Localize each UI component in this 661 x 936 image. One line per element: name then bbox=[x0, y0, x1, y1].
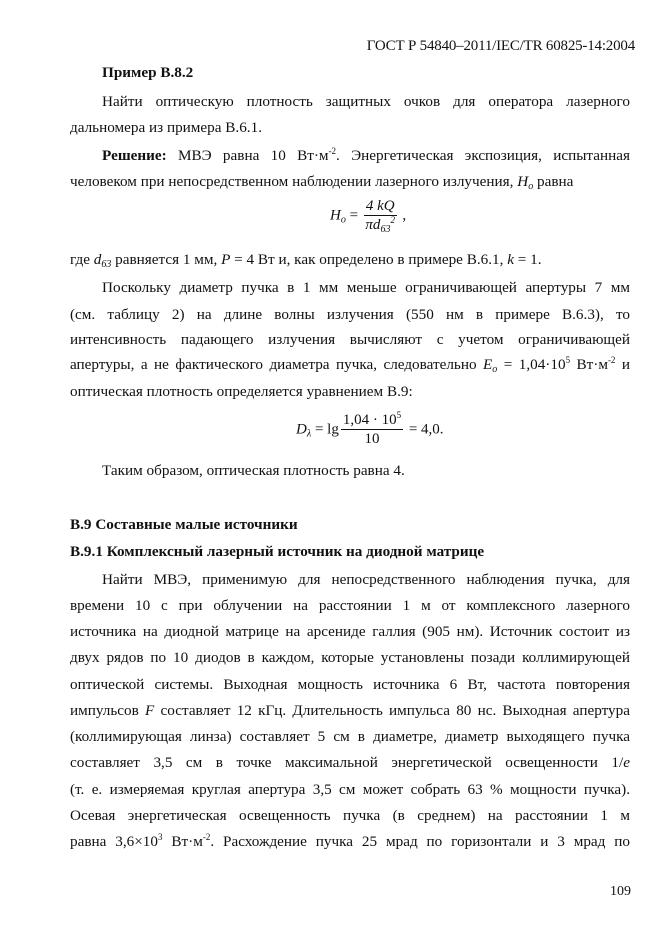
paragraph-line: (см. таблицу 2) на длине волны излучения (550 нм в примере В.6.3), то bbox=[70, 306, 630, 323]
paragraph-line: человеком при непосредственном наблюдении лазерного излучения, $H_o$ равна bbox=[70, 173, 574, 192]
paragraph-line: Таким образом, оптическая плотность равна 4. bbox=[102, 462, 405, 479]
paragraph-line: времени 10 с при облучении на расстоянии 1 м от комплексного лазерного bbox=[70, 597, 630, 614]
solution-line: Решение: МВЭ равна 10 $Вт\cdot м^{-2}$. Энергетическая экспозиция, испытанная bbox=[102, 146, 630, 164]
section-heading: В.9 Составные малые источники bbox=[70, 516, 298, 533]
paragraph-line: дальномера из примера В.6.1. bbox=[70, 119, 262, 136]
paragraph-line: Найти МВЭ, применимую для непосредственного наблюдения пучка, для bbox=[102, 571, 630, 588]
paragraph-line: интенсивность падающего излучения вычисляют с учетом ограничивающей bbox=[70, 331, 630, 348]
formula-optical-density: $D_\lambda = \lg$ $\frac{1,04 \cdot 10^5}{10}$ = 4,0. bbox=[296, 410, 444, 447]
standard-code-header: ГОСТ Р 54840–2011/IEC/TR 60825-14:2004 bbox=[366, 38, 635, 54]
subsection-heading: В.9.1 Комплексный лазерный источник на диодной матрице bbox=[70, 543, 485, 560]
paragraph-line: Поскольку диаметр пучка в 1 мм меньше ограничивающей апертуры 7 мм bbox=[102, 279, 630, 296]
paragraph-line: (коллимирующая линза) составляет 5 см в диаметре, диаметр выходящего пучка bbox=[70, 728, 630, 745]
formula-exposure: $H_o$ = $\frac{4 kQ}{\pi d_{63}^2}$ , bbox=[330, 198, 407, 235]
paragraph-line: (т. е. измеряемая круглая апертура 3,5 см может собрать 63 % мощности пучка). bbox=[70, 781, 630, 798]
paragraph-line: импульсов F составляет 12 кГц. Длительность импульса 80 нс. Выходная апертура bbox=[70, 702, 630, 719]
fraction: $\frac{4 kQ}{\pi d_{63}^2}$ bbox=[365, 198, 395, 235]
solution-label: Решение: bbox=[102, 147, 167, 164]
paragraph-line: составляет 3,5 см в точке максимальной энергетической освещенности 1/e bbox=[70, 754, 630, 771]
paragraph-line: двух рядов по 10 диодов в каждом, которые установлены позади коллимирующей bbox=[70, 649, 630, 666]
paragraph-line: оптическая плотность определяется уравнением В.9: bbox=[70, 383, 413, 400]
paragraph-line: Осевая энергетическая освещенность пучка (в среднем) на расстоянии 1 м bbox=[70, 807, 630, 824]
paragraph-line: апертуры, а не фактического диаметра пучка, следовательно $E_o = 1,04\cdot 10^5$ $Вт\cdot м^{-2}$ и bbox=[70, 355, 630, 375]
paragraph-line: равна $3,6\times 10^3$ $Вт\cdot м^{-2}$. Расхождение пучка 25 мрад по горизонтали и 3 мрад по bbox=[70, 832, 630, 850]
paragraph-line: где $d_{63}$ равняется 1 мм, P = 4 Вт и, как определено в примере В.6.1, k = 1. bbox=[70, 251, 542, 270]
paragraph-line: источника на диодной матрице на арсениде галлия (905 нм). Источник состоит из bbox=[70, 623, 630, 640]
page-number: 109 bbox=[610, 884, 631, 899]
example-title: Пример В.8.2 bbox=[102, 64, 194, 81]
paragraph-line: оптической системы. Выходная мощность источника 6 Вт, частота повторения bbox=[70, 676, 630, 693]
fraction: $\frac{1,04 \cdot 10^5}{10}$ bbox=[342, 410, 402, 447]
paragraph-line: Найти оптическую плотность защитных очков для оператора лазерного bbox=[102, 93, 630, 110]
